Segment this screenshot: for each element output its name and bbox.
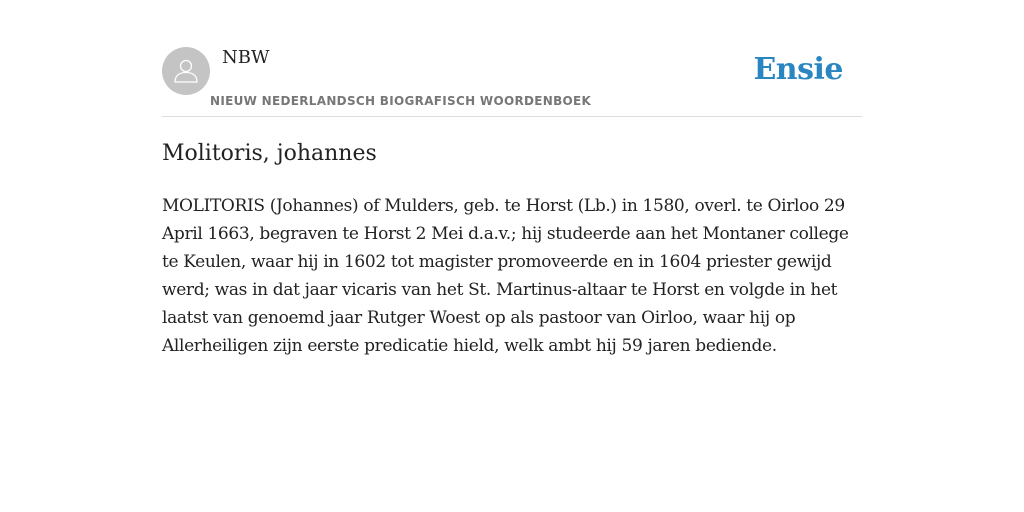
source-full-name: NIEUW NEDERLANDSCH BIOGRAFISCH WOORDENBOEK <box>210 94 592 108</box>
entry-body: MOLITORIS (Johannes) of Mulders, geb. te Horst (Lb.) in 1580, overl. te Oirloo 29 April 1663, begraven te Horst 2 Mei d.a.v.; hij studeerde aan het Montaner college te Keulen, waar hij in 1602 tot magister promoveerde en in 1604 priester gewijd werd; was in dat jaar vicaris van het St. Martinus-altaar te Horst en volgde in het laatst van genoemd jaar Rutger Woest op als pastoor van Oirloo, waar hij op Allerheiligen zijn eerste predicatie hield, welk ambt hij 59 jaren bediende. <box>162 196 849 356</box>
source-header <box>162 40 862 117</box>
source-abbreviation[interactable]: NBW <box>222 47 270 68</box>
user-icon <box>171 56 201 86</box>
ensie-logo-link[interactable]: Ensie <box>753 52 843 87</box>
avatar[interactable] <box>162 47 210 95</box>
entry-title: Molitoris, johannes <box>162 141 377 166</box>
